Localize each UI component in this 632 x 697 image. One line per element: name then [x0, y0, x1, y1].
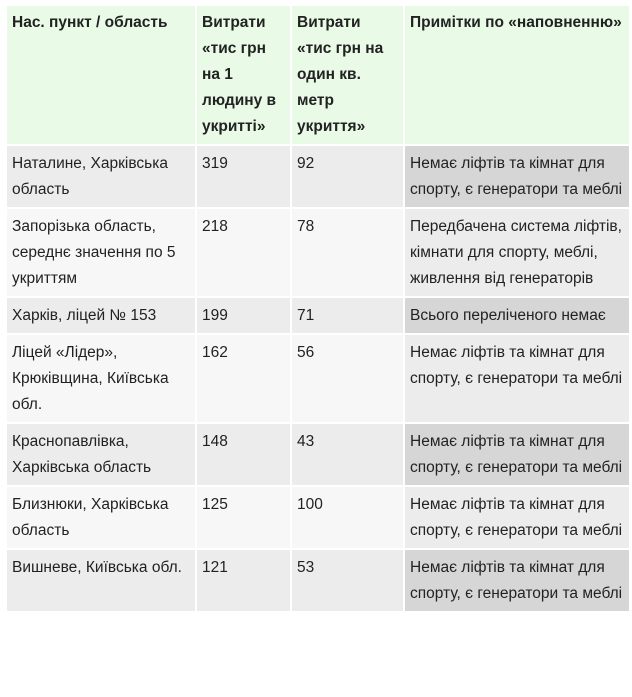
cell-cost-per-person: 121	[197, 550, 290, 611]
cell-cost-per-sqm: 100	[292, 487, 403, 548]
header-notes: Примітки по «наповненню»	[405, 6, 629, 144]
cell-notes: Немає ліфтів та кімнат для спорту, є генератори та меблі	[405, 487, 629, 548]
cell-cost-per-person: 148	[197, 424, 290, 485]
cell-notes: Немає ліфтів та кімнат для спорту, є генератори та меблі	[405, 335, 629, 422]
table-row	[7, 487, 629, 548]
cell-notes: Немає ліфтів та кімнат для спорту, є генератори та меблі	[405, 550, 629, 611]
cell-cost-per-sqm: 78	[292, 209, 403, 296]
header-place: Нас. пункт / область	[7, 6, 195, 144]
cell-place: Вишневе, Київська обл.	[7, 550, 195, 611]
cell-place: Близнюки, Харківська область	[7, 487, 195, 548]
cell-notes: Передбачена система ліфтів, кімнати для спорту, меблі, живлення від генераторів	[405, 209, 629, 296]
cell-place: Краснопавлівка, Харківська область	[7, 424, 195, 485]
cell-cost-per-person: 218	[197, 209, 290, 296]
cell-notes: Всього переліченого немає	[405, 298, 629, 333]
cell-cost-per-person: 199	[197, 298, 290, 333]
cell-cost-per-person: 125	[197, 487, 290, 548]
table-row	[7, 335, 629, 422]
cell-cost-per-sqm: 53	[292, 550, 403, 611]
cell-cost-per-sqm: 92	[292, 146, 403, 207]
cell-place: Харків, ліцей № 153	[7, 298, 195, 333]
cell-cost-per-sqm: 71	[292, 298, 403, 333]
cell-cost-per-sqm: 56	[292, 335, 403, 422]
table-header	[7, 6, 629, 144]
table-row	[7, 424, 629, 485]
table-row	[7, 550, 629, 611]
shelter-costs-table	[5, 4, 631, 613]
table-body	[7, 146, 629, 611]
table-row	[7, 209, 629, 296]
cell-notes: Немає ліфтів та кімнат для спорту, є генератори та меблі	[405, 424, 629, 485]
cell-place: Ліцей «Лідер», Крюківщина, Київська обл.	[7, 335, 195, 422]
header-row	[7, 6, 629, 144]
cell-cost-per-sqm: 43	[292, 424, 403, 485]
cell-cost-per-person: 162	[197, 335, 290, 422]
cell-place: Наталине, Харківська область	[7, 146, 195, 207]
table-row	[7, 298, 629, 333]
cell-notes: Немає ліфтів та кімнат для спорту, є генератори та меблі	[405, 146, 629, 207]
cell-place: Запорізька область, середнє значення по 5 укриттям	[7, 209, 195, 296]
table-row	[7, 146, 629, 207]
header-cost-per-sqm: Витрати «тис грн на один кв. метр укриття»	[292, 6, 403, 144]
header-cost-per-person: Витрати «тис грн на 1 людину в укритті»	[197, 6, 290, 144]
cell-cost-per-person: 319	[197, 146, 290, 207]
